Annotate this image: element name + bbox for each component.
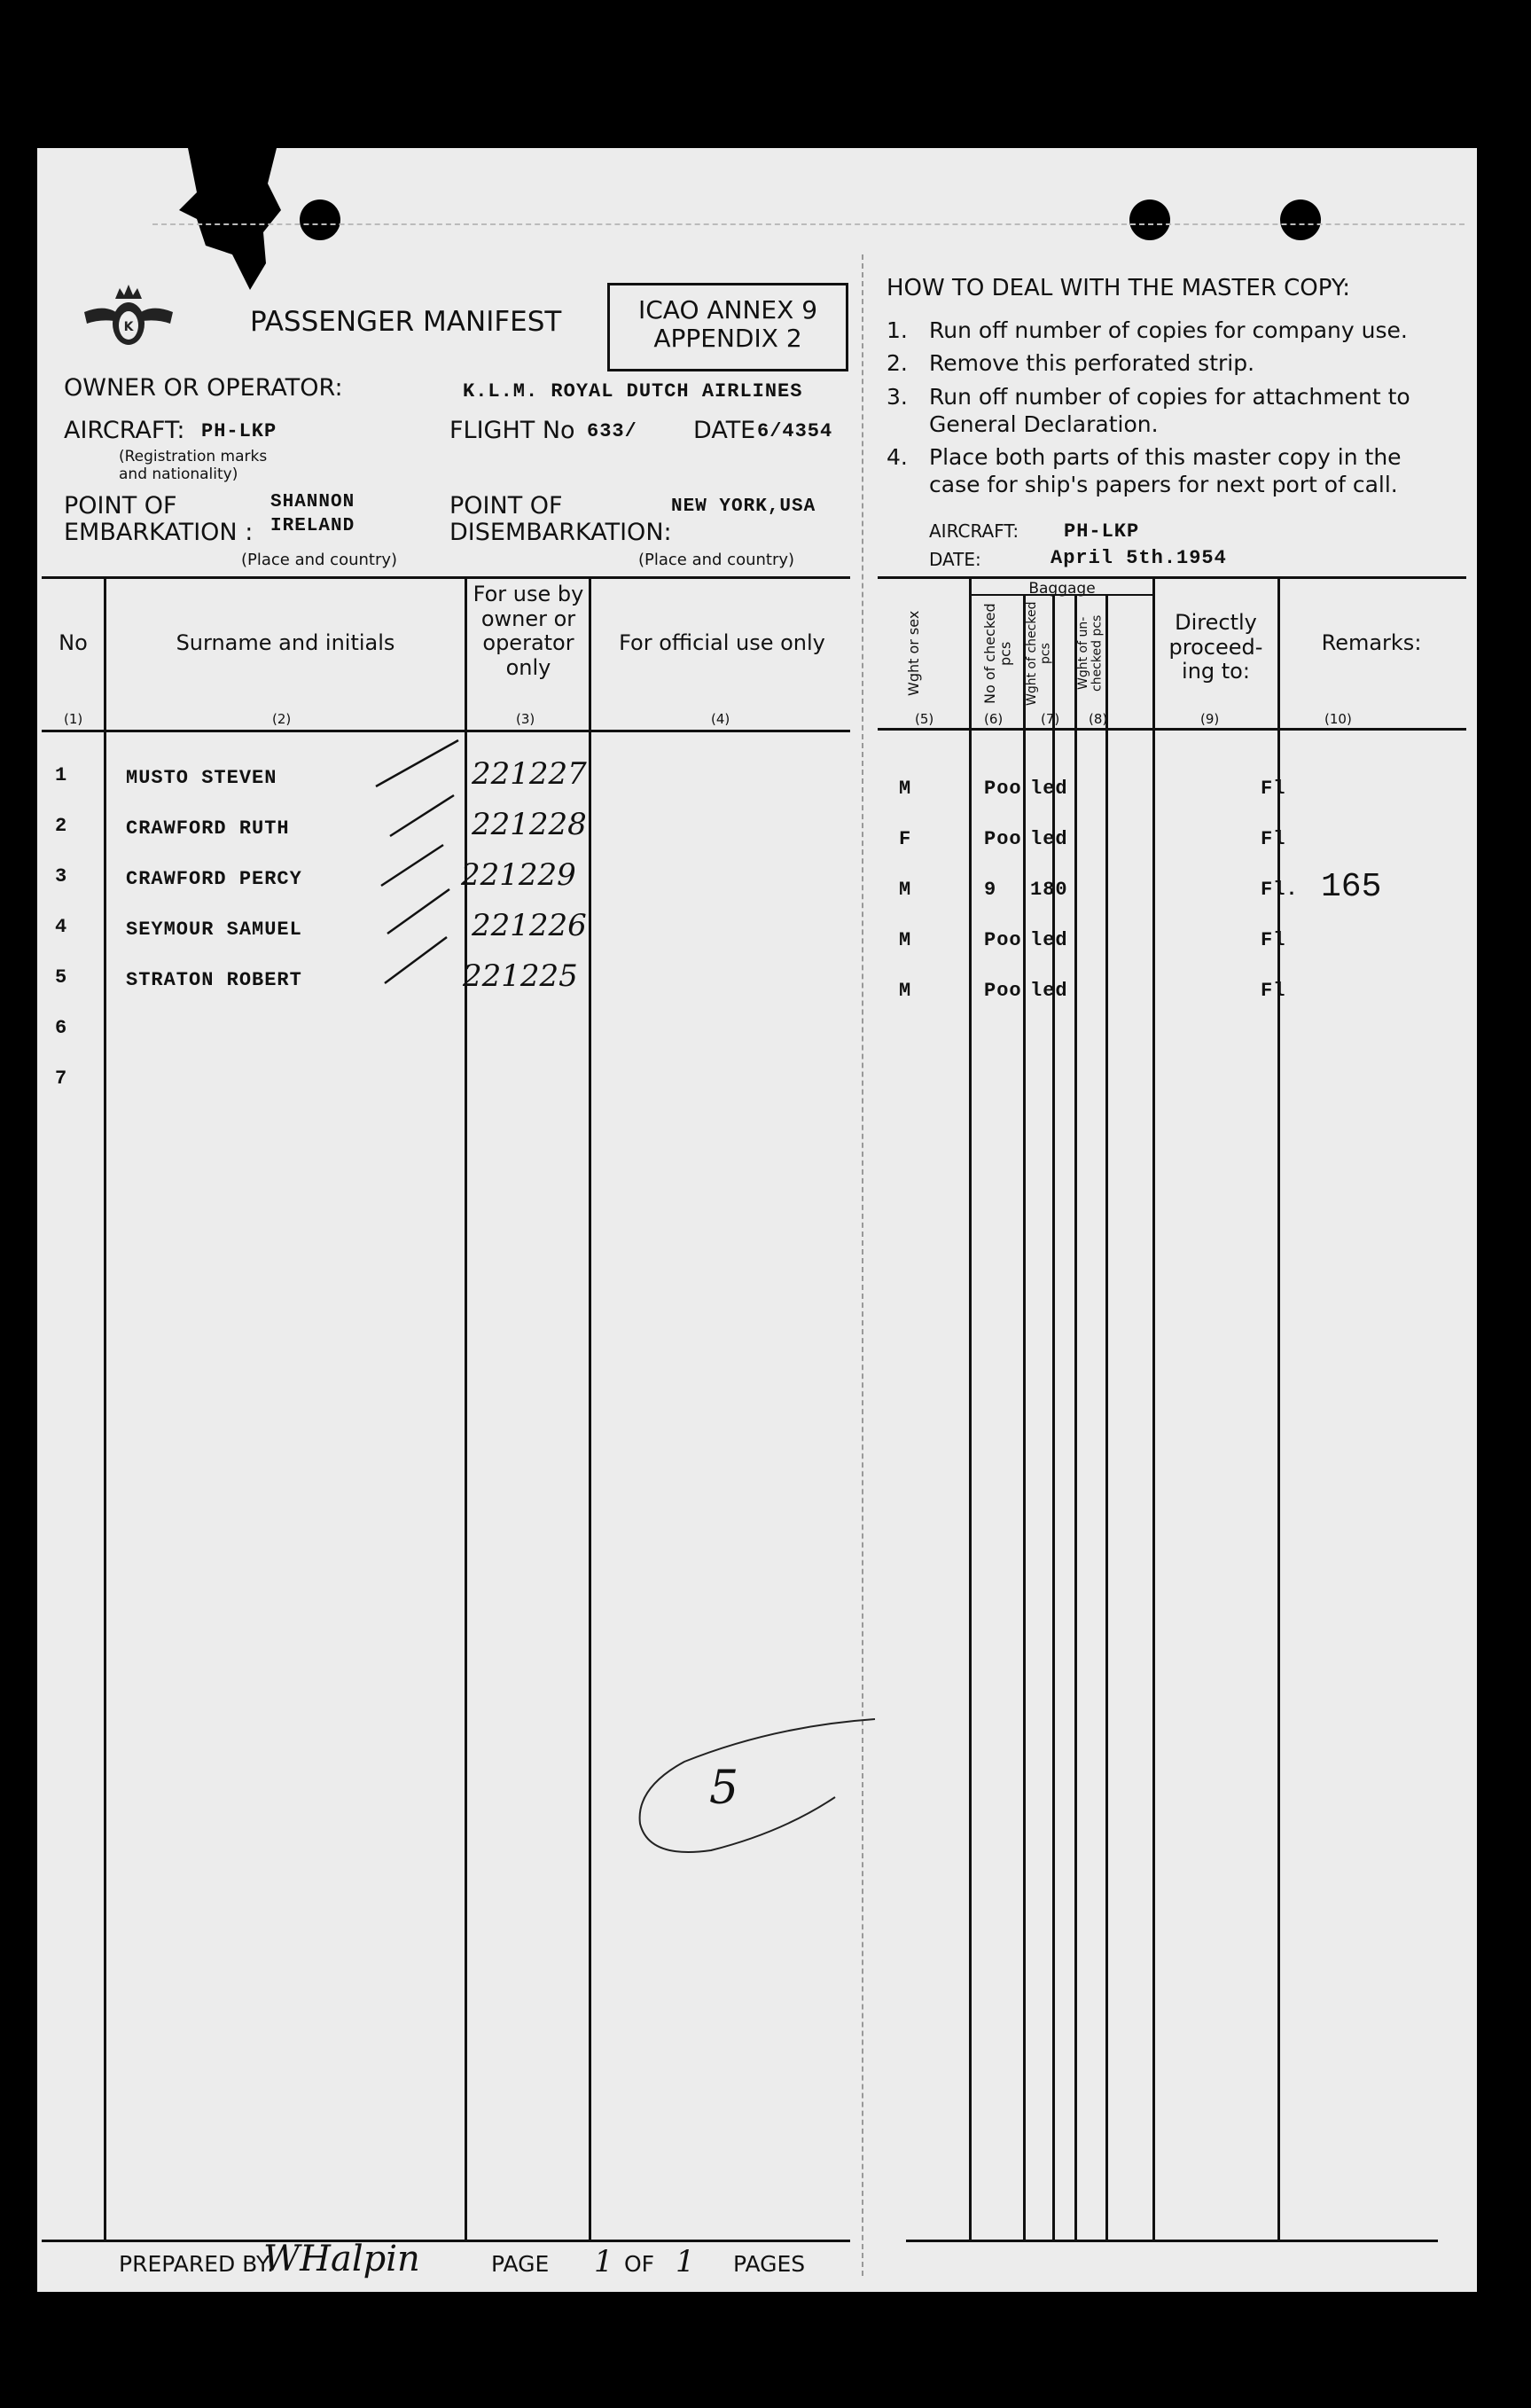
- icao-appendix: APPENDIX 2: [653, 324, 802, 354]
- sex: F: [899, 828, 912, 850]
- rule: [878, 728, 1466, 731]
- row-number: 2: [55, 815, 68, 837]
- aircraft-value: PH-LKP: [201, 420, 277, 442]
- of-label: OF: [624, 2251, 655, 2277]
- col-number: (3): [516, 711, 535, 727]
- passenger-name: STRATON ROBERT: [126, 969, 302, 991]
- col-number: (8): [1089, 711, 1108, 727]
- col-number: (9): [1200, 711, 1220, 727]
- embark-place-note: (Place and country): [241, 551, 398, 569]
- disembark-label-1: POINT OF: [449, 492, 563, 520]
- passenger-name: MUSTO STEVEN: [126, 767, 277, 789]
- col-line: [969, 576, 972, 2240]
- checked-pcs: 9: [984, 879, 997, 901]
- page-label: PAGE: [491, 2251, 550, 2277]
- col-line: [104, 576, 106, 2241]
- col-number: (1): [64, 711, 83, 727]
- registration-note-2: and nationality): [119, 465, 238, 483]
- registration-note-1: (Registration marks: [119, 448, 268, 465]
- embark-value-2: IRELAND: [270, 516, 355, 536]
- icao-annex: ICAO ANNEX 9: [637, 295, 818, 324]
- punch-hole: [300, 199, 340, 240]
- owner-number: 221226: [472, 908, 587, 943]
- col-header-surname: Surname and initials: [176, 630, 395, 655]
- right-aircraft-label: AIRCRAFT:: [929, 520, 1019, 542]
- owner-number: 221227: [472, 756, 587, 792]
- instruction-item: 4. Place both parts of this master copy in the case for ship's papers for next port of call.: [887, 444, 1402, 498]
- checked-weight: 180: [1030, 879, 1068, 901]
- col-line: [1023, 596, 1026, 2240]
- instructions-title: HOW TO DEAL WITH THE MASTER COPY:: [887, 275, 1351, 301]
- embark-value-1: SHANNON: [270, 492, 355, 512]
- remarks: Fl: [1261, 778, 1286, 800]
- checked-weight: led: [1030, 828, 1068, 850]
- punch-hole: [1129, 199, 1170, 240]
- col-header-directly: Directly proceed-ing to:: [1168, 610, 1263, 684]
- pages-label: PAGES: [733, 2251, 806, 2277]
- row-number: 4: [55, 916, 68, 938]
- page-number: 1: [594, 2244, 613, 2279]
- perforation-line: [862, 254, 863, 2276]
- checked-pcs: Poo: [984, 778, 1022, 800]
- col-header-wght-unchecked: Wght of un-checked pcs: [1076, 614, 1105, 692]
- checked-weight: led: [1030, 929, 1068, 951]
- icao-box: [607, 283, 848, 371]
- col-header-remarks: Remarks:: [1321, 630, 1422, 655]
- klm-crown-logo: [80, 281, 177, 354]
- col-number: (5): [915, 711, 934, 727]
- col-number: (10): [1324, 711, 1352, 727]
- sex: M: [899, 879, 912, 901]
- perforation-top: [152, 223, 1465, 225]
- right-date-label: DATE:: [929, 549, 981, 570]
- remark-extra: 165: [1321, 868, 1382, 906]
- col-header-wght-sex: Wght or sex: [905, 610, 922, 697]
- right-date-value: April 5th.1954: [1051, 547, 1227, 569]
- manifest-sheet: [37, 148, 1477, 2292]
- row-number: 6: [55, 1017, 68, 1039]
- instruction-item: 2. Remove this perforated strip.: [887, 350, 1255, 377]
- signature: WHalpin: [263, 2239, 420, 2279]
- col-header-checked-pcs: No of checked pcs: [981, 603, 1014, 704]
- aircraft-label: AIRCRAFT:: [64, 417, 185, 444]
- remarks: Fl: [1261, 828, 1286, 850]
- col-line: [1074, 596, 1077, 2240]
- flight-value: 633/: [587, 420, 637, 442]
- passenger-name: SEYMOUR SAMUEL: [126, 919, 302, 941]
- right-aircraft-value: PH-LKP: [1064, 520, 1140, 543]
- col-number: (2): [272, 711, 292, 727]
- remarks: Fl.: [1261, 879, 1299, 901]
- owner-number: 221225: [463, 958, 578, 994]
- svg-text:K: K: [123, 320, 134, 334]
- embark-label-1: POINT OF: [64, 492, 177, 520]
- checked-pcs: Poo: [984, 828, 1022, 850]
- col-number: (4): [711, 711, 730, 727]
- col-line: [1152, 576, 1155, 2240]
- col-line: [589, 576, 591, 2241]
- rule: [906, 2240, 1438, 2242]
- instruction-item: 1. Run off number of copies for company use.: [887, 317, 1408, 343]
- rule: [42, 730, 850, 732]
- total-pages: 1: [676, 2244, 695, 2279]
- disembark-value: NEW YORK,USA: [671, 496, 816, 517]
- remarks: Fl: [1261, 929, 1286, 951]
- prepared-label: PREPARED BY:: [119, 2251, 275, 2277]
- col-number: (7): [1041, 711, 1060, 727]
- col-line: [1105, 596, 1108, 2240]
- col-line: [465, 576, 467, 2241]
- circled-annotation: [622, 1708, 888, 1868]
- checked-pcs: Poo: [984, 980, 1022, 1002]
- rule: [42, 2240, 850, 2242]
- instruction-list: [887, 317, 1445, 499]
- rule: [878, 576, 1466, 579]
- sex: M: [899, 929, 912, 951]
- passenger-name: CRAWFORD PERCY: [126, 868, 302, 890]
- remarks: Fl: [1261, 980, 1286, 1002]
- owner-label: OWNER OR OPERATOR:: [64, 374, 343, 402]
- col-header-baggage: Baggage: [1028, 580, 1096, 598]
- sex: M: [899, 980, 912, 1002]
- owner-number: 221229: [461, 857, 576, 893]
- disembark-label-2: DISEMBARKATION:: [449, 519, 672, 546]
- col-number: (6): [984, 711, 1004, 727]
- owner-value: K.L.M. ROYAL DUTCH AIRLINES: [463, 380, 803, 403]
- owner-number: 221228: [472, 807, 587, 842]
- sex: M: [899, 778, 912, 800]
- checked-weight: led: [1030, 980, 1068, 1002]
- torn-corner: [179, 148, 285, 290]
- instruction-item: 3. Run off number of copies for attachment to General Declaration.: [887, 383, 1410, 437]
- row-number: 1: [55, 764, 68, 786]
- embark-label-2: EMBARKATION :: [64, 519, 254, 546]
- date-label: DATE: [693, 417, 756, 444]
- passenger-name: CRAWFORD RUTH: [126, 817, 290, 840]
- col-header-owner-use: For use by owner or operator only: [473, 582, 584, 680]
- checked-pcs: Poo: [984, 929, 1022, 951]
- col-header-wght-checked: Wght of checked pcs: [1025, 601, 1053, 706]
- row-number: 3: [55, 865, 68, 887]
- row-number: 5: [55, 966, 68, 989]
- col-line: [1277, 576, 1280, 2240]
- tick-marks: [330, 733, 463, 999]
- flight-label: FLIGHT No: [449, 417, 575, 444]
- disembark-place-note: (Place and country): [638, 551, 795, 569]
- date-value: 6/4354: [757, 420, 833, 442]
- punch-hole: [1280, 199, 1321, 240]
- checked-weight: led: [1030, 778, 1068, 800]
- rule: [42, 576, 850, 579]
- col-header-no: No: [59, 630, 88, 655]
- circled-number: 5: [709, 1762, 739, 1815]
- col-header-official: For official use only: [619, 630, 825, 655]
- manifest-title: PASSENGER MANIFEST: [250, 306, 562, 338]
- row-number: 7: [55, 1067, 68, 1090]
